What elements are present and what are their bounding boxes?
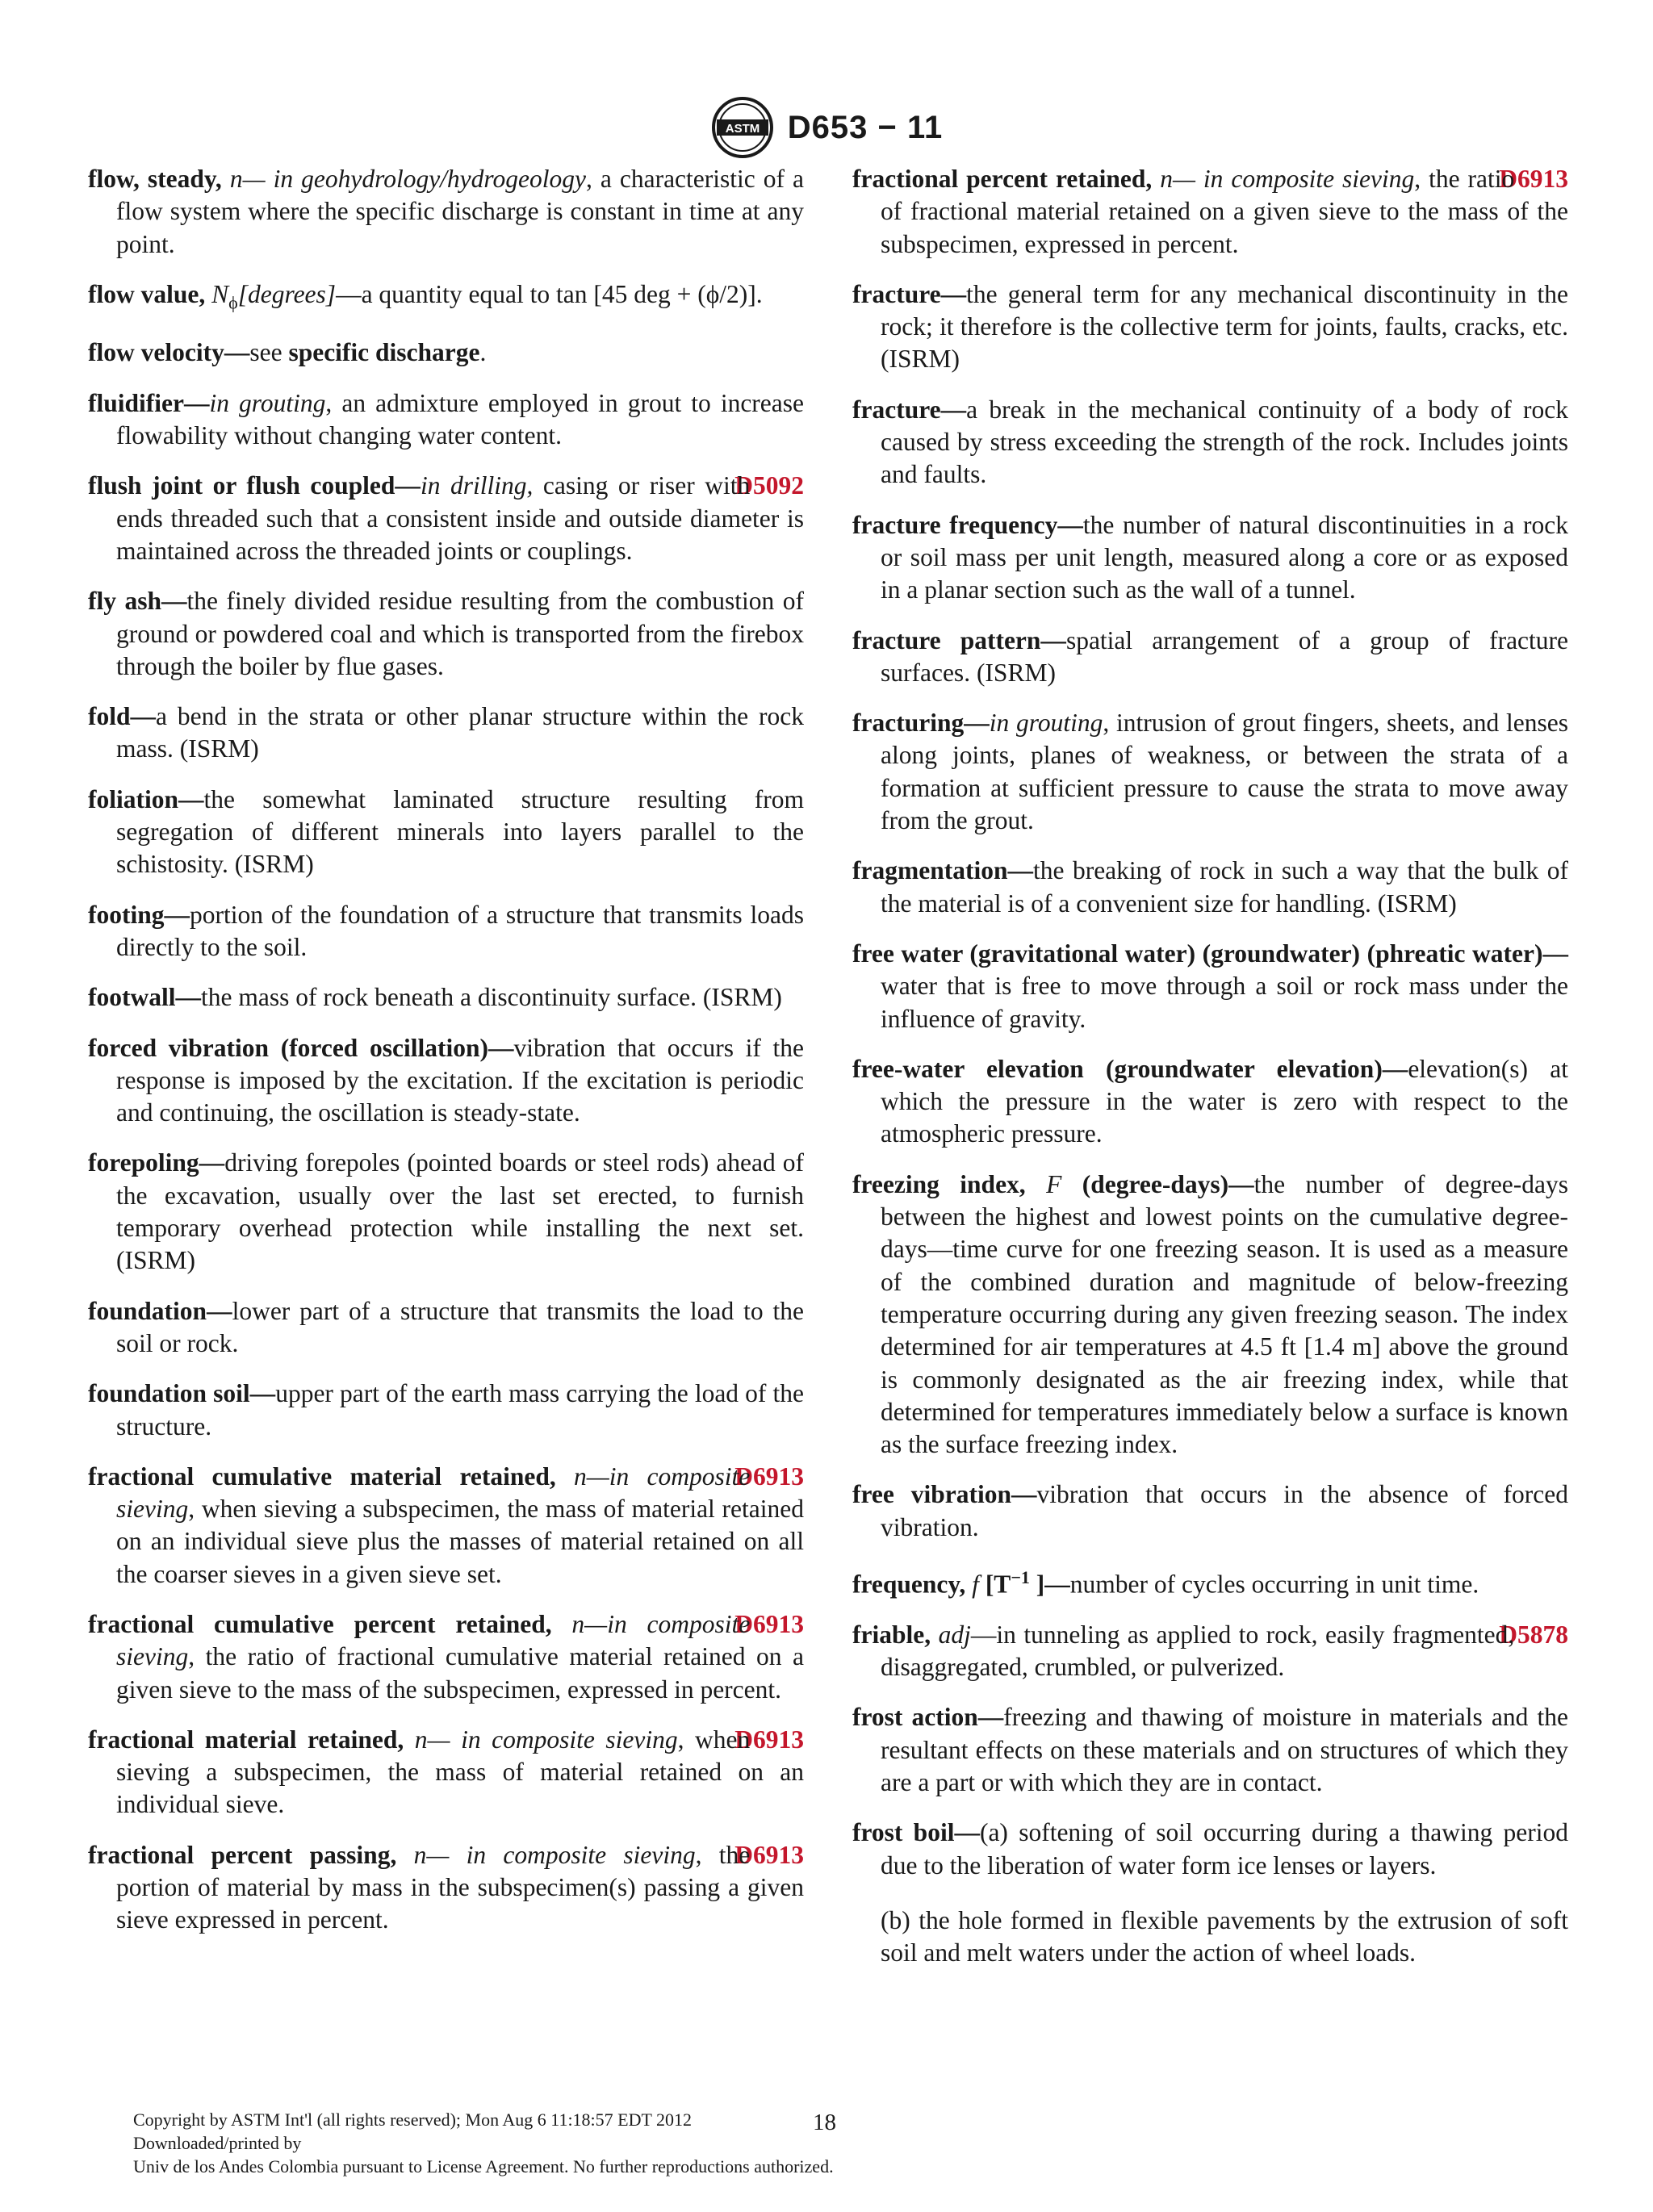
- part-of-speech: N: [211, 279, 229, 308]
- symbol-subscript: ϕ: [228, 292, 238, 313]
- glossary-entry: [88, 1608, 804, 1706]
- glossary-entry: [852, 1817, 1568, 1882]
- entry-term: forced vibration (forced oscillation)—: [88, 1033, 514, 1062]
- astm-logo-icon: [710, 95, 775, 160]
- standard-reference-link: D5092: [734, 471, 804, 500]
- entry-definition: number of cycles occurring in unit time.: [1069, 1570, 1479, 1599]
- entry-definition: see: [249, 338, 289, 367]
- standard-reference-link: D6913: [734, 1461, 804, 1491]
- entry-term: fracturing—: [852, 709, 990, 738]
- glossary-entry: [852, 1169, 1568, 1461]
- glossary-entry: [88, 1032, 804, 1130]
- entry-term-units: [T: [978, 1570, 1011, 1599]
- entry-definition: a bend in the strata or other planar structure within the rock mass. (ISRM): [116, 702, 804, 763]
- glossary-entry: [852, 1701, 1568, 1799]
- right-column: [852, 163, 1568, 1987]
- document-designation: D653 − 11: [787, 109, 944, 145]
- glossary-entry: [88, 387, 804, 453]
- part-of-speech: n—: [413, 1840, 450, 1869]
- entry-term: foundation soil—: [88, 1379, 276, 1408]
- glossary-entry: [88, 1839, 804, 1937]
- entry-term: frost boil—: [852, 1818, 980, 1847]
- glossary-entry: [88, 899, 804, 964]
- glossary-entry: [88, 1724, 804, 1821]
- glossary-entry: [852, 625, 1568, 690]
- usage-context: in grouting: [209, 388, 326, 417]
- entry-term: free-water elevation (groundwater elevation)—: [852, 1054, 1408, 1083]
- entry-term: fluidifier—: [88, 388, 210, 417]
- part-of-speech: n—: [414, 1725, 450, 1754]
- entry-term: fractional cumulative material retained,: [88, 1461, 556, 1491]
- entry-definition: , when sieving a subspecimen, the mass of material retained on an individual sieve plus the masses of material retained on all the coarser sieves in a given sieve set.: [116, 1495, 804, 1588]
- usage-context: in geohydrology/hydrogeology: [265, 165, 586, 193]
- entry-term: footwall—: [88, 983, 201, 1012]
- glossary-entry: [852, 1619, 1568, 1684]
- entry-definition: water that is free to move through a soil or rock mass under the influence of gravity.: [881, 972, 1568, 1033]
- entry-term: flush joint or flush coupled—: [88, 471, 421, 500]
- frost-boil-continuation: (b) the hole formed in flexible pavements by the extrusion of soft soil and melt waters under the action of wheel loads.: [881, 1905, 1568, 1967]
- entry-definition: driving forepoles (pointed boards or steel rods) ahead of the excavation, usually over the last set erected, to furnish temporary overhead protection while installing the next set. (ISRM): [116, 1148, 804, 1275]
- glossary-entry: [88, 981, 804, 1014]
- entry-term: frequency,: [852, 1570, 966, 1599]
- entry-definition: the breaking of rock in such a way that the bulk of the material is of a convenient size for handling. (ISRM): [881, 856, 1568, 918]
- glossary-entry: [852, 855, 1568, 920]
- entry-term: fold—: [88, 702, 157, 731]
- entry-term: fragmentation—: [852, 856, 1033, 885]
- cross-reference-term: specific discharge: [288, 338, 480, 367]
- glossary-entry: [852, 163, 1568, 261]
- entry-term: forepoling—: [88, 1148, 225, 1177]
- entry-term: flow velocity—: [88, 338, 250, 367]
- entry-term: flow value,: [88, 279, 206, 308]
- glossary-entry: flow velocity—see specific discharge.: [88, 338, 487, 367]
- entry-term: flow, steady,: [88, 165, 222, 193]
- entry-term: footing—: [88, 900, 190, 929]
- glossary-entry: [852, 394, 1568, 491]
- entry-definition: vibration that occurs in the absence of forced vibration.: [881, 1480, 1568, 1541]
- footer-line-2: Downloaded/printed by: [133, 2133, 302, 2153]
- glossary-entry: [88, 585, 804, 683]
- glossary-entry: [88, 470, 804, 567]
- glossary-entry: [88, 163, 804, 261]
- entry-definition: the general term for any mechanical discontinuity in the rock; it therefore is the collective term for joints, faults, cracks, etc. (ISRM): [881, 279, 1568, 374]
- entry-definition: , an admixture employed in grout to increase flowability without changing water content.: [116, 388, 804, 450]
- glossary-entry: [88, 700, 804, 766]
- entry-definition: the somewhat laminated structure resulting from segregation of different minerals into layers parallel to the schistosity. (ISRM): [116, 784, 804, 879]
- entry-term-units-close: ]—: [1029, 1570, 1070, 1599]
- page-number: 18: [813, 2110, 836, 2135]
- glossary-entry: [852, 1562, 1568, 1601]
- entry-term: fractional percent retained,: [852, 165, 1153, 193]
- entry-term: fractional percent passing,: [88, 1840, 397, 1869]
- entry-term: foliation—: [88, 784, 204, 813]
- standard-reference-link: D6913: [734, 1840, 804, 1869]
- svg-text:ASTM: ASTM: [725, 122, 760, 136]
- glossary-entry: [88, 1378, 804, 1443]
- entry-definition: portion of the foundation of a structure that transmits loads directly to the soil.: [116, 900, 804, 961]
- entry-definition: spatial arrangement of a group of fracture surfaces. (ISRM): [881, 625, 1568, 687]
- entry-term-units: (degree-days)—: [1061, 1169, 1254, 1198]
- entry-definition: , when sieving a subspecimen, the mass of material retained on an individual sieve.: [116, 1725, 804, 1819]
- standard-reference-link: D6913: [1499, 165, 1568, 193]
- entry-definition: the finely divided residue resulting from the combustion of ground or powdered coal and which is transported from the firebox through the boiler by flue gases.: [116, 587, 804, 680]
- entry-definition: the number of degree-days between the highest and lowest points on the cumulative degree-days—time curve for one freezing season. It is used as a measure of the combined duration and magnitude of below-freezing temperature occurring during any given freezing season. The index determined for air temperatures at 4.5 ft [1.4 m] above the ground is commonly designated as the air freezing index, while that determined for temperatures immediately below a surface is known as the surface freezing index.: [881, 1169, 1569, 1459]
- entry-term: frost action—: [852, 1703, 1004, 1732]
- entry-definition: vibration that occurs if the response is imposed by the excitation. If the excitation is periodic and continuing, the oscillation is steady-state.: [116, 1033, 804, 1127]
- glossary-entry: [852, 938, 1568, 1035]
- entry-definition: lower part of a structure that transmits the load to the soil or rock.: [116, 1296, 804, 1357]
- usage-context: in grouting: [989, 709, 1103, 738]
- part-of-speech: n—: [229, 165, 266, 193]
- glossary-entry: [852, 707, 1568, 837]
- entry-term: foundation—: [88, 1296, 232, 1325]
- glossary-entry: [88, 1461, 804, 1591]
- page-header: [0, 95, 1653, 160]
- standard-reference-link: D5878: [1499, 1620, 1568, 1649]
- entry-term: free water (gravitational water) (groundwater) (phreatic water)—: [852, 939, 1568, 968]
- entry-term: freezing index,: [852, 1169, 1026, 1198]
- usage-context: in composite sieving: [1195, 165, 1415, 193]
- unit-superscript: −1: [1011, 1566, 1030, 1587]
- entry-definition: casing or riser with ends threaded such that a consistent inside and outside diameter is maintained across the threaded joints or couplings.: [116, 471, 804, 565]
- usage-context: in composite sieving: [450, 1725, 678, 1754]
- usage-context: in drilling,: [420, 471, 534, 500]
- glossary-entry: [88, 1295, 804, 1361]
- left-column: [88, 163, 804, 1955]
- entry-definition: the number of natural discontinuities in a rock or soil mass per unit length, measured along a core or as exposed in a planar section such as the wall of a tunnel.: [881, 510, 1568, 604]
- entry-term: fracture pattern—: [852, 625, 1066, 654]
- entry-definition: , a characteristic of a flow system where the specific discharge is constant in time at any point.: [116, 165, 805, 258]
- part-of-speech: adj: [938, 1620, 971, 1649]
- entry-definition: freezing and thawing of moisture in materials and the resultant effects on these materials and on structures of which they are a part or with which they are in contact.: [881, 1703, 1568, 1796]
- glossary-entry: [852, 1478, 1568, 1544]
- usage-context: in composite sieving: [449, 1840, 696, 1869]
- part-of-speech: n—: [571, 1609, 608, 1638]
- entry-term: free vibration—: [852, 1480, 1037, 1509]
- usage-context: in composite sieving: [116, 1609, 751, 1671]
- entry-definition: the mass of rock beneath a discontinuity surface. (ISRM): [200, 983, 782, 1012]
- standard-reference-link: D6913: [734, 1609, 804, 1638]
- entry-definition: upper part of the earth mass carrying the load of the structure.: [116, 1379, 804, 1441]
- entry-term: fractional material retained,: [88, 1725, 404, 1754]
- entry-definition: —a quantity equal to tan [45 deg + (ϕ/2)].: [336, 279, 763, 308]
- footer-line-1: Copyright by ASTM Int'l (all rights reserved); Mon Aug 6 11:18:57 EDT 2012: [133, 2110, 693, 2130]
- part-of-speech: f: [972, 1570, 979, 1599]
- entry-term: fly ash—: [88, 587, 187, 616]
- entry-term: fracture frequency—: [852, 510, 1083, 539]
- glossary-entry: [88, 1147, 804, 1277]
- entry-definition: a break in the mechanical continuity of a body of rock caused by stress exceeding the strength of the rock. Includes joints and faults.: [881, 395, 1568, 489]
- entry-definition: —in tunneling as applied to rock, easily fragmented, disaggregated, crumbled, or pulverized.: [881, 1620, 1515, 1682]
- standard-reference-link: D6913: [734, 1725, 804, 1754]
- entry-term: fractional cumulative percent retained,: [88, 1609, 552, 1638]
- copyright-footer: [133, 2108, 834, 2178]
- usage-context: in composite sieving: [116, 1461, 751, 1524]
- glossary-entry: [88, 784, 804, 881]
- glossary-entry: [852, 1053, 1568, 1151]
- glossary-entry: [852, 509, 1568, 607]
- part-of-speech: n—: [1160, 165, 1195, 193]
- entry-definition: , intrusion of grout fingers, sheets, and lenses along joints, planes of weakness, or between the strata of a formation at sufficient pressure to cause the strata to move away from the grout.: [881, 709, 1568, 835]
- entry-definition: , the ratio of fractional material retained on a given sieve to the mass of the subspecimen, expressed in percent.: [881, 165, 1568, 258]
- entry-term: fracture—: [852, 279, 967, 308]
- glossary-entry: [88, 278, 804, 320]
- entry-definition: , the portion of material by mass in the subspecimen(s) passing a given sieve expressed in percent.: [116, 1840, 804, 1934]
- part-of-speech: n—: [573, 1461, 609, 1491]
- entry-term: fracture—: [852, 395, 967, 424]
- entry-definition: , the ratio of fractional cumulative material retained on a given sieve to the mass of the subspecimen, expressed in percent.: [116, 1642, 804, 1704]
- usage-context: [degrees]: [237, 279, 337, 308]
- entry-definition: elevation(s) at which the pressure in the water is zero with respect to the atmospheric pressure.: [881, 1054, 1568, 1148]
- part-of-speech: F: [1046, 1169, 1062, 1198]
- entry-definition: (a) softening of soil occurring during a thawing period due to the liberation of water form ice lenses or layers.: [881, 1818, 1568, 1880]
- footer-line-3: Univ de los Andes Colombia pursuant to License Agreement. No further reproductions authorized.: [133, 2156, 834, 2176]
- glossary-entry: [852, 278, 1568, 376]
- entry-term: friable,: [852, 1620, 931, 1649]
